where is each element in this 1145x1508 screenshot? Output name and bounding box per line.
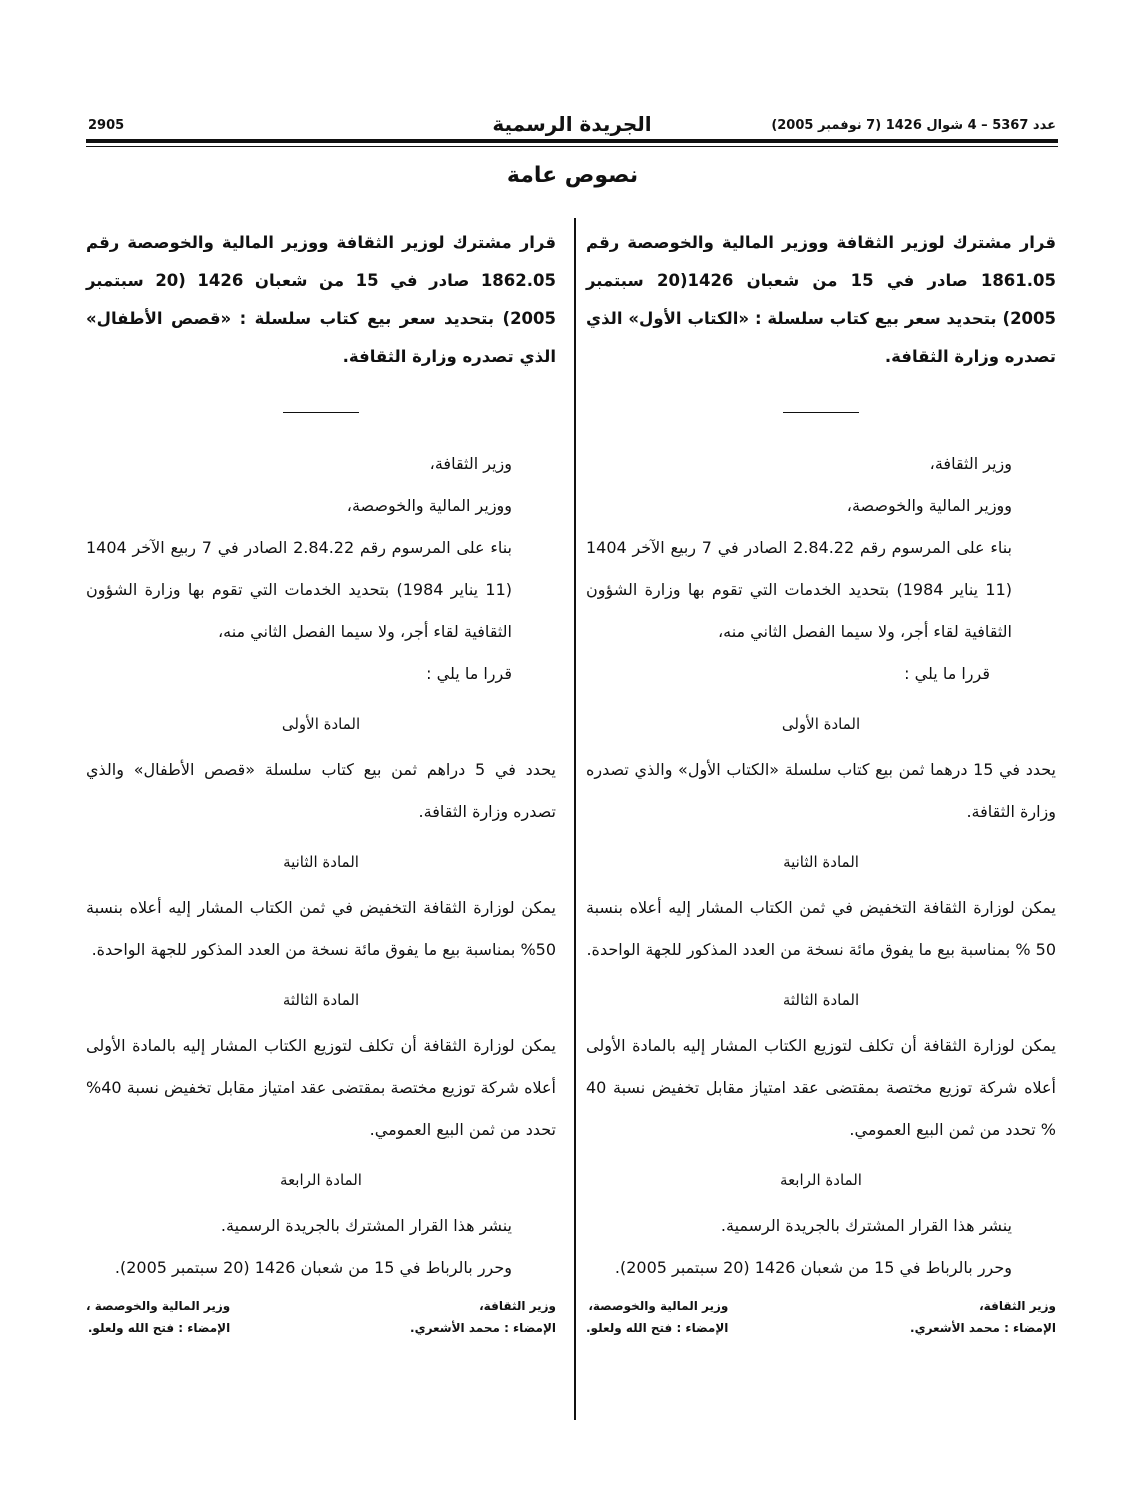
article-1-text: يحدد في 5 دراهم ثمن بيع كتاب سلسلة «قصص الأطفال» والذي تصدره وزارة الثقافة.: [86, 760, 556, 821]
article-1-text: يحدد في 15 درهما ثمن بيع كتاب سلسلة «الكتاب الأول» والذي تصدره وزارة الثقافة.: [586, 760, 1056, 821]
signature-culture: [910, 1299, 1056, 1335]
title-separator: [783, 412, 859, 413]
preamble: بناء على المرسوم رقم 2.84.22 الصادر في 7 ربيع الآخر 1404 (11 يناير 1984) بتحديد الخدمات التي تقوم بها وزارة الشؤون الثقافية لقاء أجر، ولا سيما الفصل الثاني منه،: [86, 538, 512, 641]
article-3-text: يمكن لوزارة الثقافة أن تكلف لتوزيع الكتاب المشار إليه بالمادة الأولى أعلاه شركة توزيع مختصة بمقتضى عقد امتياز مقابل تخفيض نسبة 40% تحدد من ثمن البيع العمومي.: [86, 1036, 556, 1139]
decree-title: قرار مشترك لوزير الثقافة ووزير المالية والخوصصة رقم 1862.05 صادر في 15 من شعبان 1426 (20 سبتمبر 2005) بتحديد سعر بيع كتاب سلسلة : «قصص الأطفال» الذي تصدره وزارة الثقافة.: [86, 233, 556, 366]
signature-culture: [410, 1299, 556, 1335]
signatures: [586, 1299, 1056, 1335]
minister-culture-line: وزير الثقافة،: [429, 454, 512, 473]
minister-finance-line: ووزير المالية والخوصصة،: [846, 496, 1012, 515]
article-2-text: يمكن لوزارة الثقافة التخفيض في ثمن الكتاب المشار إليه أعلاه بنسبة 50% بمناسبة بيع ما يفوق مائة نسخة من العدد المذكور للجهة الواحدة.: [86, 898, 556, 959]
signature-culture-title: وزير الثقافة،: [979, 1299, 1056, 1313]
signature-finance-name: الإمضاء : فتح الله ولعلو.: [87, 1321, 231, 1335]
article-1-heading: المادة الأولى: [281, 715, 361, 733]
article-4-text: ينشر هذا القرار المشترك بالجريدة الرسمية.: [220, 1216, 512, 1235]
header-rule-thin: [86, 146, 1058, 147]
article-3-text: يمكن لوزارة الثقافة أن تكلف لتوزيع الكتاب المشار إليه بالمادة الأولى أعلاه شركة توزيع مختصة بمقتضى عقد امتياز مقابل تخفيض نسبة 40 % تحدد من ثمن البيع العمومي.: [586, 1036, 1056, 1139]
decided-line: قررا ما يلي :: [426, 664, 512, 683]
article-2-heading: المادة الثانية: [783, 853, 859, 871]
signature-finance: [586, 1299, 728, 1335]
section-title: نصوص عامة: [506, 163, 639, 188]
article-1-heading: المادة الأولى: [781, 715, 861, 733]
signature-finance-name: الإمضاء : فتح الله ولعلو.: [586, 1321, 729, 1335]
done-at-line: وحرر بالرباط في 15 من شعبان 1426 (20 سبتمبر 2005).: [614, 1258, 1012, 1277]
signatures: [86, 1299, 556, 1335]
signature-culture-name: الإمضاء : محمد الأشعري.: [910, 1321, 1056, 1335]
page-header: [88, 112, 1056, 140]
preamble: بناء على المرسوم رقم 2.84.22 الصادر في 7 ربيع الآخر 1404 (11 يناير 1984) بتحديد الخدمات التي تقوم بها وزارة الشؤون الثقافية لقاء أجر، ولا سيما الفصل الثاني منه،: [586, 538, 1012, 641]
issue-info: عدد 5367 – 4 شوال 1426 (7 نوفمبر 2005): [771, 118, 1056, 133]
signature-finance: [86, 1299, 230, 1335]
article-4-heading: المادة الرابعة: [780, 1171, 862, 1189]
article-2-heading: المادة الثانية: [283, 853, 359, 871]
signature-finance-title: وزير المالية والخوصصة،: [588, 1299, 729, 1313]
decree-title: قرار مشترك لوزير الثقافة ووزير المالية والخوصصة رقم 1861.05 صادر في 15 من شعبان 1426(20 سبتمبر 2005) بتحديد سعر بيع كتاب سلسلة : «الكتاب الأول» الذي تصدره وزارة الثقافة.: [586, 233, 1056, 366]
decree-column-right: [586, 224, 1056, 1335]
signature-finance-title: وزير المالية والخوصصة ،: [86, 1299, 231, 1313]
article-2-text: يمكن لوزارة الثقافة التخفيض في ثمن الكتاب المشار إليه أعلاه بنسبة 50 % بمناسبة بيع ما يفوق مائة نسخة من العدد المذكور للجهة الواحدة.: [586, 898, 1056, 959]
decided-line: قررا ما يلي :: [904, 664, 990, 683]
done-at-line: وحرر بالرباط في 15 من شعبان 1426 (20 سبتمبر 2005).: [114, 1258, 512, 1277]
signature-culture-title: وزير الثقافة،: [479, 1299, 556, 1313]
minister-finance-line: ووزير المالية والخوصصة،: [346, 496, 512, 515]
header-rule-thick: [86, 139, 1058, 143]
signature-culture-name: الإمضاء : محمد الأشعري.: [410, 1321, 556, 1335]
article-4-heading: المادة الرابعة: [280, 1171, 362, 1189]
journal-title: الجريدة الرسمية: [492, 112, 652, 136]
article-3-heading: المادة الثالثة: [782, 991, 860, 1009]
column-divider: [574, 218, 576, 1420]
minister-culture-line: وزير الثقافة،: [929, 454, 1012, 473]
page-number: 2905: [88, 118, 125, 133]
title-separator: [283, 412, 359, 413]
article-4-text: ينشر هذا القرار المشترك بالجريدة الرسمية.: [720, 1216, 1012, 1235]
decree-column-left: [86, 224, 556, 1335]
article-3-heading: المادة الثالثة: [282, 991, 360, 1009]
